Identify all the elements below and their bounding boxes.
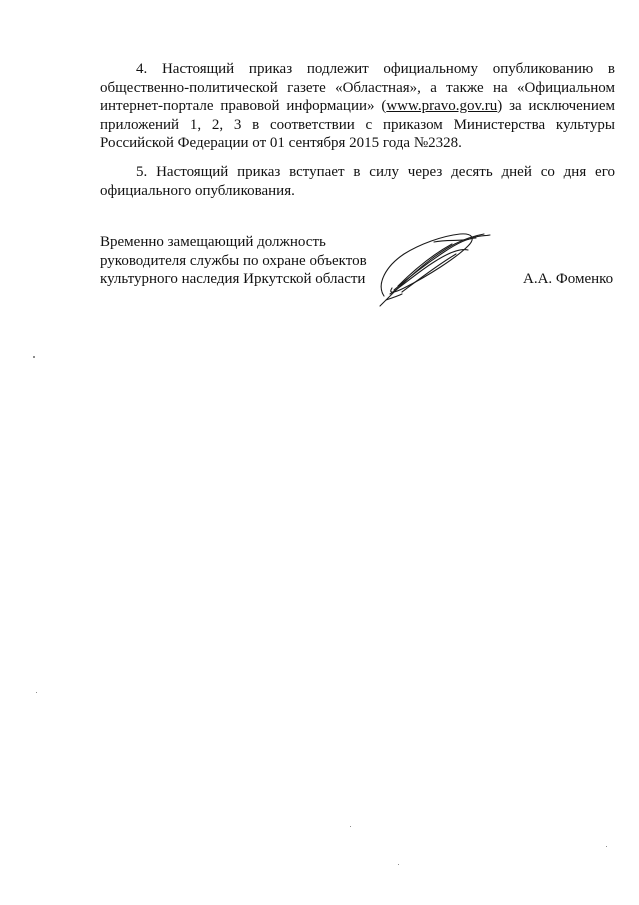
pravo-gov-link[interactable]: www.pravo.gov.ru bbox=[386, 98, 498, 114]
scan-speck bbox=[350, 826, 351, 827]
scan-speck bbox=[606, 846, 607, 847]
paragraph-5-text: 5. Настоящий приказ вступает в силу через десять дней со дня его официального опубликования. bbox=[100, 164, 615, 199]
scan-speck bbox=[398, 864, 399, 865]
signatory-title bbox=[100, 233, 367, 289]
scan-speck bbox=[33, 356, 35, 358]
paragraph-4-text-end: ) за исключением приложений 1, 2, 3 в соответствии с приказом Министерства культуры Российской Федерации от 01 сентября 2015 года №2328. bbox=[100, 98, 616, 151]
paragraph-publication-order bbox=[100, 60, 615, 153]
scan-speck bbox=[36, 692, 37, 693]
paragraph-4-text-start: 4. Настоящий приказ подлежит официальному опубликованию в общественно-политической газете «Областная», а также на «Официальном интернет-портале правовой информации» ( bbox=[100, 61, 615, 114]
signatory-title-line: руководителя службы по охране объектов bbox=[100, 252, 367, 269]
signatory-name: А.А. Фоменко bbox=[523, 271, 614, 287]
signatory-title-line: Временно замещающий должность bbox=[100, 234, 326, 250]
handwritten-signature-icon bbox=[372, 226, 492, 308]
paragraph-effective-date bbox=[100, 163, 615, 200]
signatory-title-line: культурного наследия Иркутской области bbox=[100, 271, 366, 287]
